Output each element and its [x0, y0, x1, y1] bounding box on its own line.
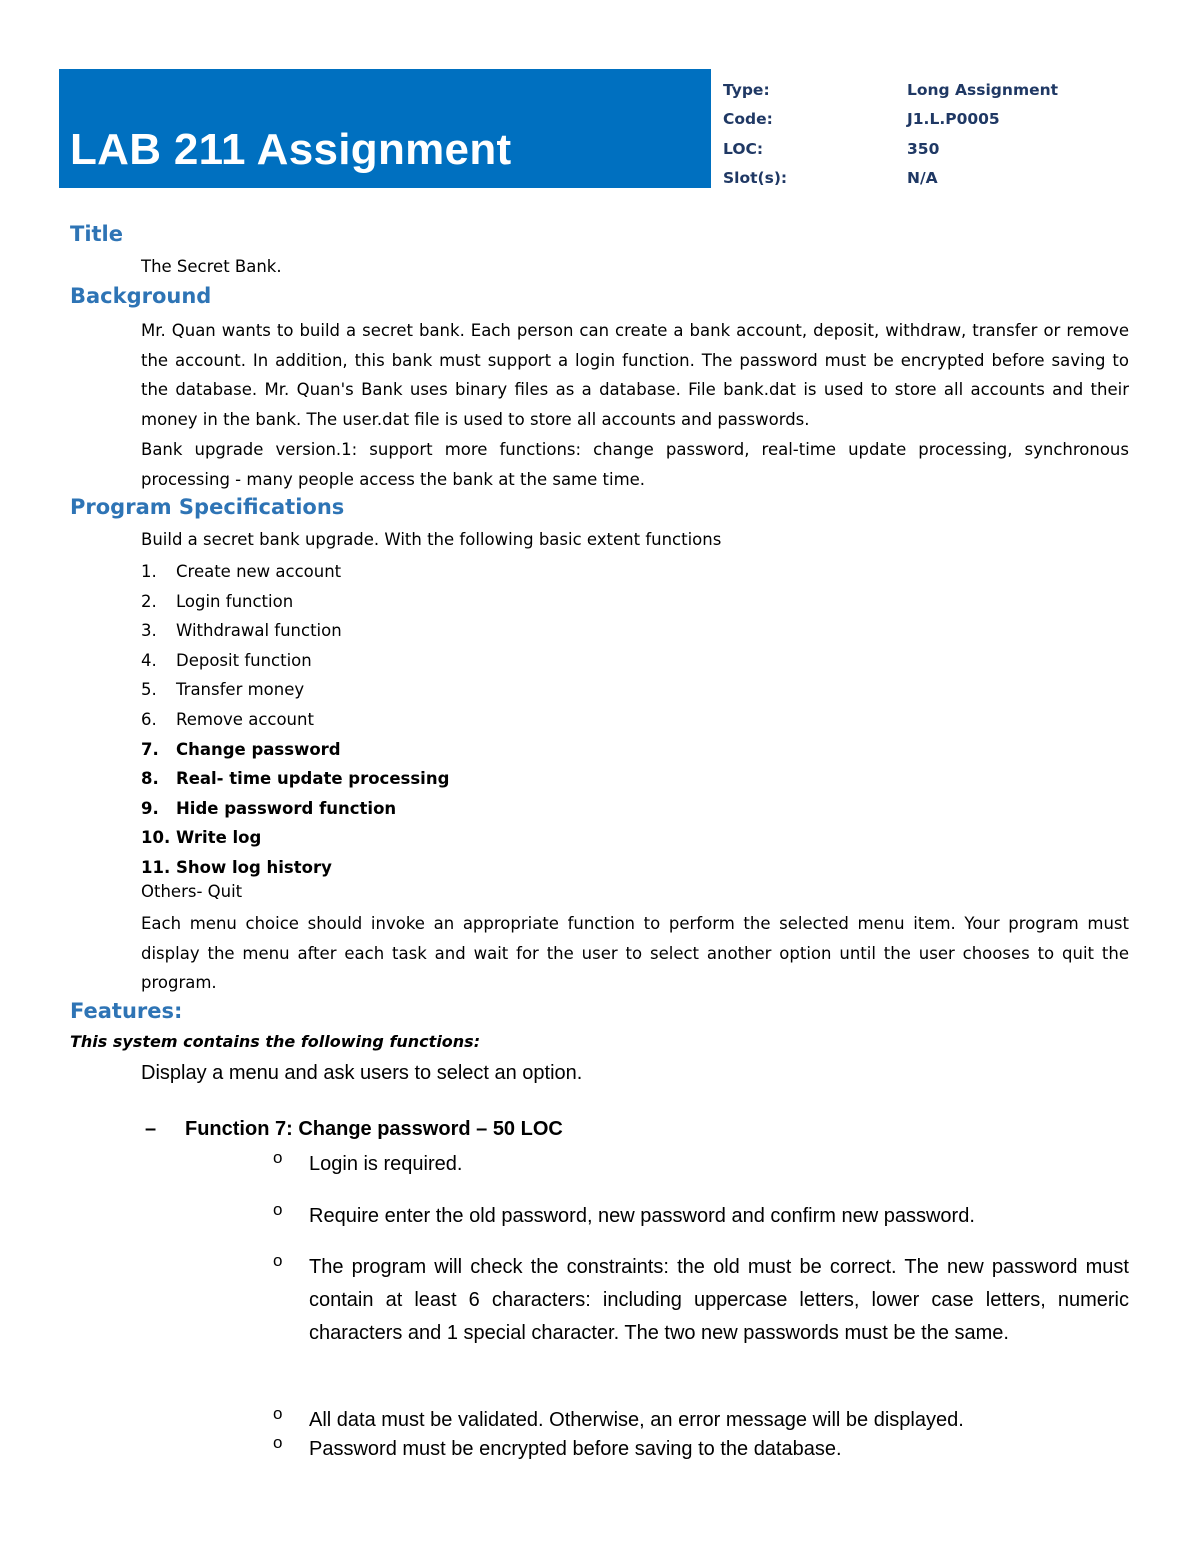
- bullet-text: Require enter the old password, new password and confirm new password.: [309, 1205, 975, 1227]
- others-quit: Others- Quit: [141, 882, 243, 901]
- dash-bullet: –: [145, 1118, 157, 1140]
- title-banner: [59, 69, 711, 188]
- item-number: 8.: [141, 769, 159, 789]
- bullet-text: Login is required.: [309, 1153, 463, 1175]
- bullet-text: Password must be encrypted before saving to the database.: [309, 1438, 842, 1460]
- item-number: 6.: [141, 709, 157, 729]
- item-text: Create new account: [176, 562, 342, 581]
- display-menu-text: Display a menu and ask users to select an option.: [141, 1062, 583, 1084]
- features-intro: This system contains the following functions:: [70, 1032, 481, 1051]
- meta-key: LOC:: [723, 139, 764, 158]
- title-heading: Title: [70, 222, 124, 246]
- circle-bullet: o: [273, 1148, 283, 1167]
- meta-value: N/A: [907, 168, 938, 187]
- features-heading: Features:: [70, 999, 183, 1023]
- background-paragraph: Mr. Quan wants to build a secret bank. Each person can create a bank account, deposit, withdraw, transfer or remove the account. In addition, this bank must support a login function. The password must be encrypted before saving to the database. Mr. Quan's Bank uses binary files as a database. File bank.dat is used to store all accounts and their money in the bank. The user.dat file is used to store all accounts and passwords.: [141, 321, 1129, 429]
- meta-value: J1.L.P0005: [907, 110, 1000, 129]
- meta-value: 350: [907, 139, 940, 158]
- circle-bullet: o: [273, 1200, 283, 1219]
- item-text: Deposit function: [176, 650, 312, 670]
- meta-value: Long Assignment: [907, 81, 1059, 99]
- item-number: 4.: [141, 650, 157, 670]
- title-text: The Secret Bank.: [141, 257, 282, 276]
- item-text: Transfer money: [176, 680, 305, 700]
- circle-bullet: o: [273, 1251, 283, 1270]
- menu-paragraph: Each menu choice should invoke an appropriate function to perform the selected menu item. Your program must display the menu after each task and wait for the user to select another option until the user chooses to quit the program.: [141, 914, 1129, 993]
- item-number: 9.: [141, 798, 159, 818]
- circle-bullet: o: [273, 1404, 283, 1423]
- item-text: Hide password function: [176, 798, 397, 818]
- document-title: LAB 211 Assignment: [70, 125, 512, 174]
- item-number: 11.: [141, 857, 171, 877]
- function-title: Function 7: Change password – 50 LOC: [185, 1118, 563, 1140]
- item-number: 3.: [141, 621, 157, 641]
- meta-key: Slot(s):: [723, 168, 788, 187]
- spec-heading: Program Specifications: [70, 495, 345, 519]
- background-heading: Background: [70, 284, 212, 308]
- bullet-text: All data must be validated. Otherwise, an error message will be displayed.: [309, 1409, 964, 1431]
- item-text: Remove account: [176, 709, 314, 729]
- item-number: 10.: [141, 828, 171, 848]
- spec-intro: Build a secret bank upgrade. With the following basic extent functions: [141, 530, 722, 549]
- meta-key: Code:: [723, 110, 773, 129]
- bullet-text: The program will check the constraints: the old must be correct. The new password must contain at least 6 characters: including uppercase letters, lower case letters, numeric characters and 1 special character. The two new passwords must be the same.: [309, 1256, 1129, 1344]
- circle-bullet: o: [273, 1433, 283, 1452]
- item-text: Write log: [176, 828, 262, 848]
- item-text: Login function: [176, 591, 294, 611]
- item-text: Withdrawal function: [176, 621, 342, 641]
- item-text: Real- time update processing: [176, 769, 450, 789]
- item-text: Show log history: [176, 857, 332, 877]
- item-number: 1.: [141, 562, 157, 581]
- item-number: 2.: [141, 591, 157, 611]
- item-text: Change password: [176, 739, 341, 759]
- meta-key: Type:: [723, 81, 770, 99]
- background-paragraph-2: Bank upgrade version.1: support more functions: change password, real-time update processing, synchronous processing - many people access the bank at the same time.: [141, 440, 1129, 489]
- item-number: 5.: [141, 680, 157, 700]
- item-number: 7.: [141, 739, 159, 759]
